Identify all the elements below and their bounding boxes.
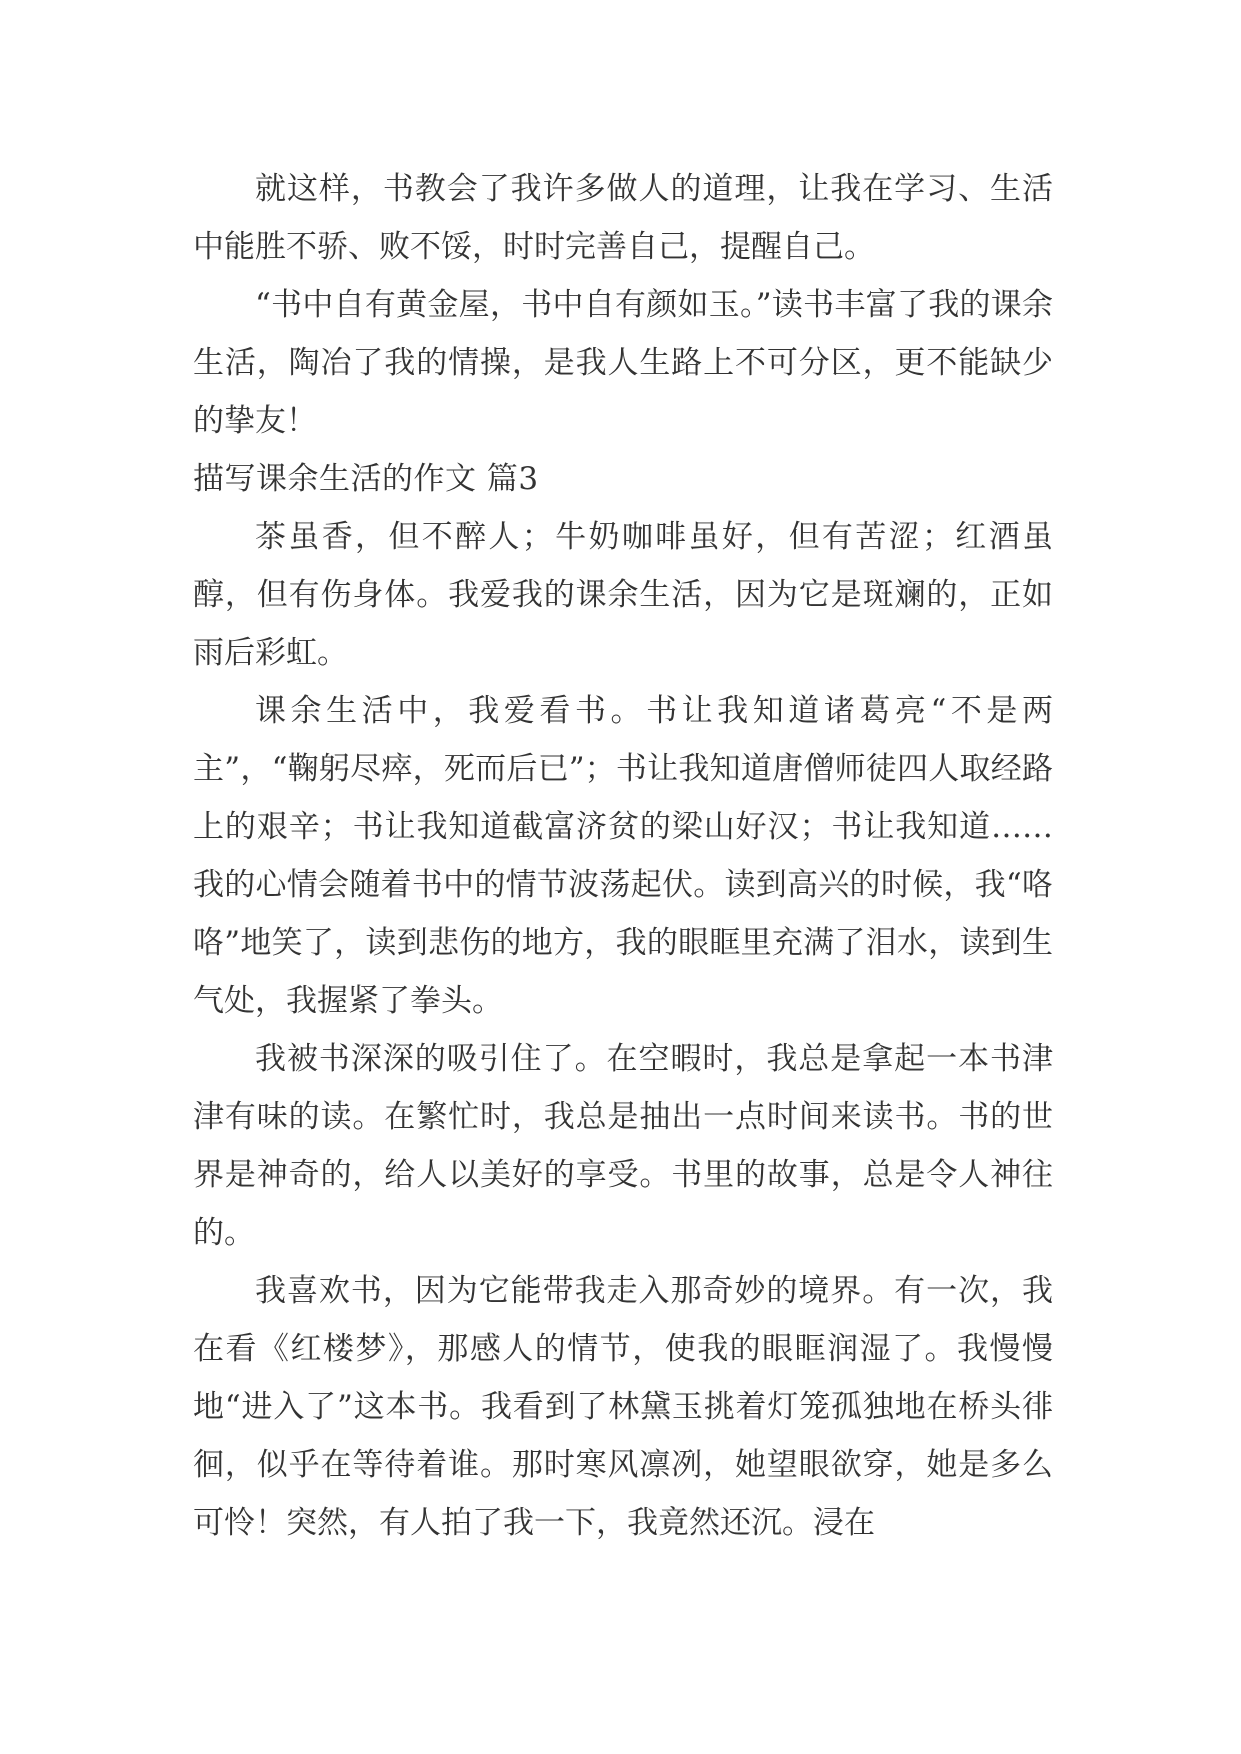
paragraph: 课余生活中，我爱看书。书让我知道诸葛亮“不是两主”，“鞠躬尽瘁，死而后已”；书让我知道唐僧师徒四人取经路上的艰辛；书让我知道截富济贫的梁山好汉；书让我知道……我的心情会随着书中的情节波荡起伏。读到高兴的时候，我“咯咯”地笑了，读到悲伤的地方，我的眼眶里充满了泪水，读到生气处，我握紧了拳头。: [193, 693, 1053, 1019]
paragraph: 就这样，书教会了我许多做人的道理，让我在学习、生活中能胜不骄、败不馁，时时完善自己，提醒自己。: [193, 171, 1053, 265]
paragraph: 我喜欢书，因为它能带我走入那奇妙的境界。有一次，我在看《红楼梦》，那感人的情节，使我的眼眶润湿了。我慢慢地“进入了”这本书。我看到了林黛玉挑着灯笼孤独地在桥头徘徊，似乎在等待着谁。那时寒风凛冽，她望眼欲穿，她是多么可怜！突然，有人拍了我一下，我竟然还沉。浸在: [193, 1273, 1053, 1541]
section-heading: 描写课余生活的作文 篇3: [193, 461, 539, 497]
paragraph: 茶虽香，但不醉人；牛奶咖啡虽好，但有苦涩；红酒虽醇，但有伤身体。我爱我的课余生活，因为它是斑斓的，正如雨后彩虹。: [193, 519, 1053, 671]
document-body: [193, 160, 1053, 1552]
paragraph: 我被书深深的吸引住了。在空暇时，我总是拿起一本书津津有味的读。在繁忙时，我总是抽出一点时间来读书。书的世界是神奇的，给人以美好的享受。书里的故事，总是令人神往的。: [193, 1041, 1053, 1251]
paragraph: “书中自有黄金屋，书中自有颜如玉。”读书丰富了我的课余生活，陶冶了我的情操，是我人生路上不可分区，更不能缺少的挚友！: [193, 287, 1053, 439]
